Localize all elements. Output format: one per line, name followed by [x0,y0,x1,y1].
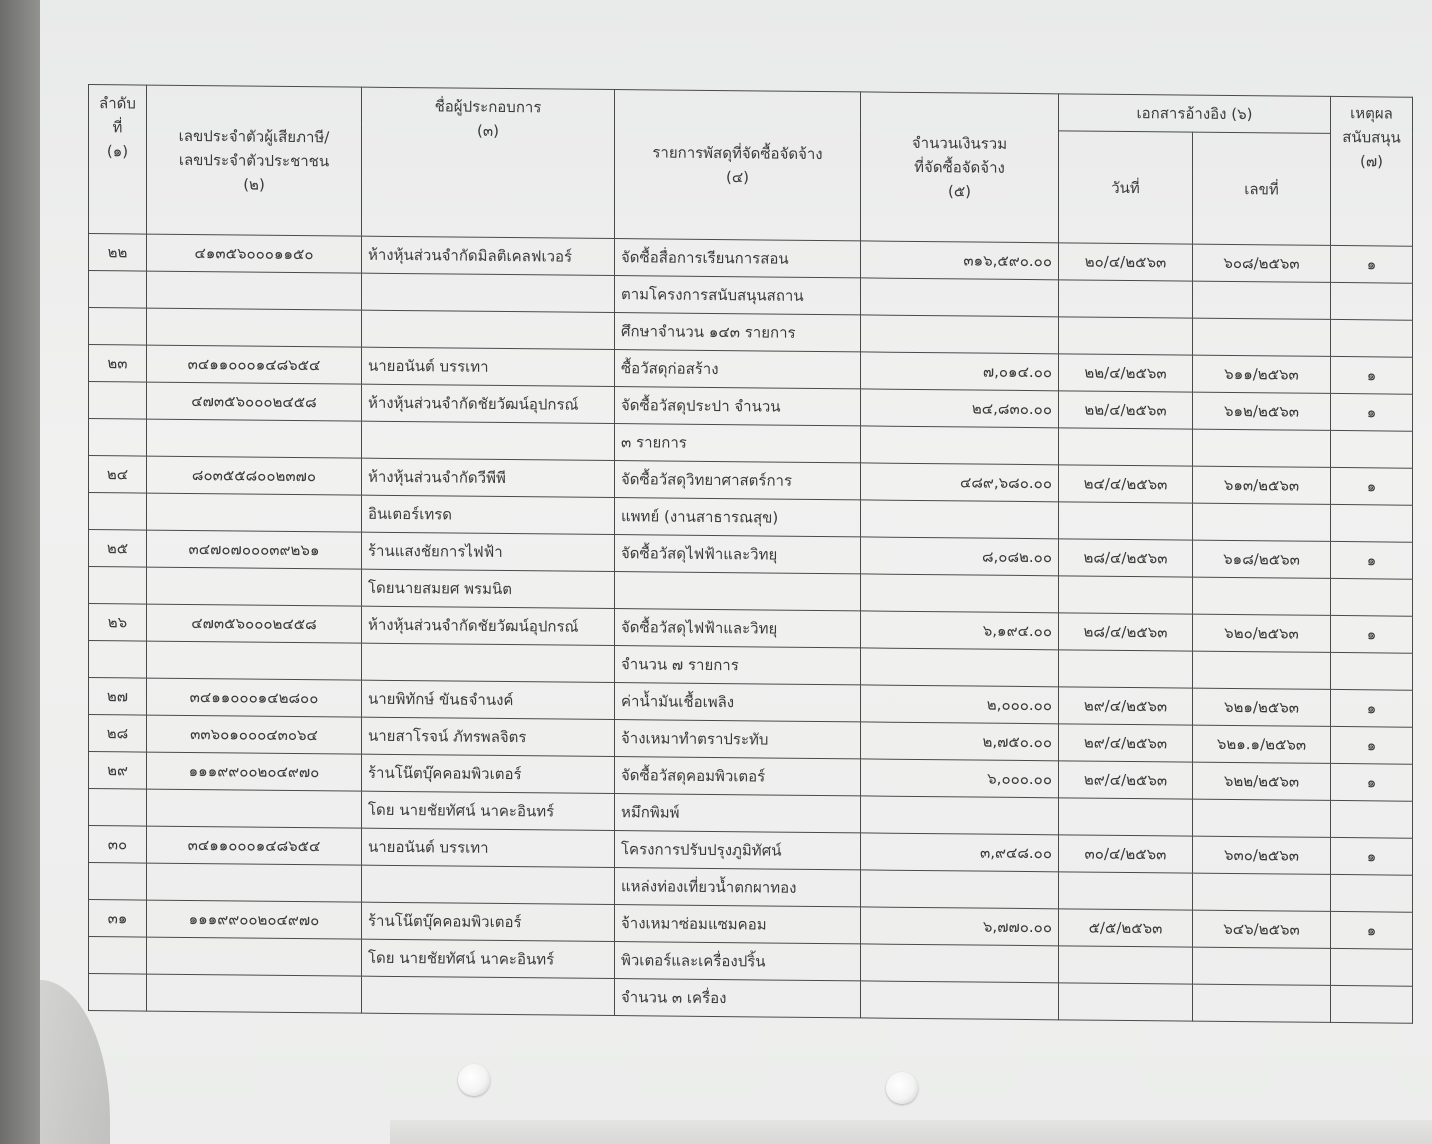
cell-doc-number: ๖๑๓/๒๕๖๓ [1193,466,1331,504]
cell-tax-id [147,419,362,458]
cell-item: หมึกพิมพ์ [615,794,861,833]
cell-date: ๒๙/๔/๒๕๖๓ [1059,761,1193,799]
cell-vendor [362,976,615,1015]
cell-date [1059,576,1193,614]
header-items: รายการพัสดุที่จัดซื้อจัดจ้าง (๔) [615,90,861,241]
cell-order: ๓๐ [89,826,147,864]
cell-reason [1331,430,1413,468]
cell-doc-number: ๖๔๖/๒๕๖๓ [1193,910,1331,948]
cell-tax-id: ๔๗๓๕๖๐๐๐๒๔๕๘ [147,382,362,421]
cell-date [1059,280,1193,318]
cell-doc-number: ๖๓๐/๒๕๖๓ [1193,836,1331,874]
cell-reason [1331,282,1413,320]
cell-date [1059,798,1193,836]
cell-tax-id [147,863,362,902]
cell-date [1059,502,1193,540]
cell-tax-id: ๑๑๑๙๙๐๐๒๐๔๙๗๐ [147,900,362,939]
cell-reason [1331,800,1413,838]
cell-amount [861,500,1059,539]
cell-tax-id: ๔๑๓๕๖๐๐๐๑๑๕๐ [147,234,362,273]
cell-amount: ๖,๐๐๐.๐๐ [861,759,1059,798]
header-vendor-name: ชื่อผู้ประกอบการ (๓) [362,87,615,238]
cell-amount: ๖,๗๗๐.๐๐ [861,907,1059,946]
cell-order [89,308,147,346]
cell-vendor [362,310,615,349]
cell-item: แพทย์ (งานสาธารณสุข) [615,498,861,537]
cell-item: ซื้อวัสดุก่อสร้าง [615,350,861,389]
cell-tax-id [147,271,362,310]
cell-tax-id: ๓๔๑๑๐๐๐๑๔๘๖๕๔ [147,826,362,865]
cell-tax-id [147,308,362,347]
cell-vendor [362,865,615,904]
cell-amount [861,278,1059,317]
punch-hole-right [886,1072,918,1104]
cell-item: ค่าน้ำมันเชื้อเพลิง [615,683,861,722]
cell-vendor: นายสาโรจน์ ภัทรพลจิตร [362,717,615,756]
cell-order [89,567,147,605]
cell-order: ๒๖ [89,604,147,642]
cell-amount [861,981,1059,1020]
cell-item: แหล่งท่องเที่ยวน้ำตกผาทอง [615,868,861,907]
cell-amount: ๗,๐๑๔.๐๐ [861,352,1059,391]
cell-vendor [362,421,615,460]
cell-date: ๒๙/๔/๒๕๖๓ [1059,687,1193,725]
cell-item: ศึกษาจำนวน ๑๔๓ รายการ [615,313,861,352]
cell-reason: ๑ [1331,467,1413,505]
cell-item: จัดซื้อวัสดุวิทยาศาสตร์การ [615,461,861,500]
cell-amount [861,870,1059,909]
header-order: ลำดับที่ (๑) [89,85,147,235]
cell-order [89,419,147,457]
cell-date [1059,317,1193,355]
cell-amount: ๒,๗๕๐.๐๐ [861,722,1059,761]
cell-tax-id [147,937,362,976]
cell-reason [1331,948,1413,986]
cell-doc-number [1193,281,1331,319]
cell-tax-id [147,789,362,828]
cell-item: จัดซื้อวัสดุประปา จำนวน [615,387,861,426]
header-amount: จำนวนเงินรวม ที่จัดซื้อจัดจ้าง (๕) [861,92,1059,243]
cell-reason: ๑ [1331,763,1413,801]
cell-order: ๒๗ [89,678,147,716]
cell-item: จำนวน ๗ รายการ [615,646,861,685]
cell-tax-id: ๓๔๑๑๐๐๐๑๔๘๖๕๔ [147,345,362,384]
header-reason: เหตุผล สนับสนุน (๗) [1331,96,1413,246]
cell-order: ๓๑ [89,900,147,938]
cell-tax-id [147,641,362,680]
cell-vendor: นายอนันต์ บรรเทา [362,828,615,867]
cell-doc-number: ๖๐๘/๒๕๖๓ [1193,244,1331,282]
cell-order: ๒๘ [89,715,147,753]
cell-vendor: ห้างหุ้นส่วนจำกัดวีพีพี [362,458,615,497]
cell-date: ๒๐/๔/๒๕๖๓ [1059,243,1193,281]
cell-date: ๒๘/๔/๒๕๖๓ [1059,539,1193,577]
page-bottom-edge [390,1120,1432,1144]
cell-amount: ๒๔,๘๓๐.๐๐ [861,389,1059,428]
cell-vendor: โดย นายชัยทัศน์ นาคะอินทร์ [362,939,615,978]
cell-amount: ๔๘๙,๖๘๐.๐๐ [861,463,1059,502]
cell-reason [1331,504,1413,542]
cell-vendor: ห้างหุ้นส่วนจำกัดชัยวัฒน์อุปกรณ์ [362,606,615,645]
cell-reason: ๑ [1331,393,1413,431]
cell-item: จ้างเหมาทำตราประทับ [615,720,861,759]
cell-vendor [362,643,615,682]
cell-reason: ๑ [1331,245,1413,283]
cell-vendor: อินเตอร์เทรด [362,495,615,534]
cell-amount [861,796,1059,835]
cell-tax-id: ๘๐๓๕๕๘๐๐๒๓๗๐ [147,456,362,495]
cell-date: ๒๙/๔/๒๕๖๓ [1059,724,1193,762]
cell-doc-number: ๖๑๑/๒๕๖๓ [1193,355,1331,393]
punch-hole-left [458,1064,490,1096]
cell-order [89,271,147,309]
cell-item: พิวเตอร์และเครื่องปริ้น [615,942,861,981]
cell-date: ๒๒/๔/๒๕๖๓ [1059,391,1193,429]
cell-doc-number [1193,429,1331,467]
cell-vendor: ร้านโน๊ตบุ๊คคอมพิวเตอร์ [362,754,615,793]
cell-doc-number [1193,947,1331,985]
cell-tax-id: ๑๑๑๙๙๐๐๒๐๔๙๗๐ [147,752,362,791]
cell-doc-number: ๖๒๐/๒๕๖๓ [1193,614,1331,652]
cell-reason: ๑ [1331,911,1413,949]
cell-vendor: โดยนายสมยศ พรมนิต [362,569,615,608]
cell-doc-number [1193,503,1331,541]
cell-reason [1331,985,1413,1023]
cell-reason: ๑ [1331,615,1413,653]
cell-item: จัดซื้อวัสดุคอมพิวเตอร์ [615,757,861,796]
cell-date [1059,650,1193,688]
cell-item: จัดซื้อสื่อการเรียนการสอน [615,239,861,278]
cell-reason: ๑ [1331,356,1413,394]
cell-vendor: นายอนันต์ บรรเทา [362,347,615,386]
cell-order [89,974,147,1012]
cell-reason: ๑ [1331,726,1413,764]
cell-item: จัดซื้อวัสดุไฟฟ้าและวิทยุ [615,609,861,648]
header-reference-docs: เอกสารอ้างอิง (๖) [1059,94,1331,134]
cell-reason [1331,652,1413,690]
cell-reason: ๑ [1331,837,1413,875]
cell-vendor: ร้านโน๊ตบุ๊คคอมพิวเตอร์ [362,902,615,941]
cell-doc-number: ๖๒๑.๑/๒๕๖๓ [1193,725,1331,763]
cell-order [89,789,147,827]
header-tax-id: เลขประจำตัวผู้เสียภาษี/ เลขประจำตัวประชาชน (๒) [147,85,362,236]
cell-item: จำนวน ๓ เครื่อง [615,979,861,1018]
cell-order [89,863,147,901]
cell-vendor: ห้างหุ้นส่วนจำกัดมิลติเคลฟเวอร์ [362,236,615,275]
cell-amount: ๓๑๖,๕๙๐.๐๐ [861,241,1059,280]
cell-order: ๒๓ [89,345,147,383]
cell-date: ๓๐/๔/๒๕๖๓ [1059,835,1193,873]
cell-tax-id: ๓๔๗๐๗๐๐๐๓๙๒๖๑ [147,530,362,569]
cell-doc-number [1193,799,1331,837]
cell-tax-id: ๓๔๑๑๐๐๐๑๔๒๘๐๐ [147,678,362,717]
cell-order: ๒๙ [89,752,147,790]
cell-order [89,641,147,679]
header-date: วันที่ [1059,131,1193,244]
cell-tax-id: ๓๓๖๐๑๐๐๐๔๓๐๖๔ [147,715,362,754]
cell-order [89,937,147,975]
cell-amount: ๓,๙๔๘.๐๐ [861,833,1059,872]
cell-date [1059,983,1193,1021]
cell-amount: ๖,๑๙๔.๐๐ [861,611,1059,650]
cell-amount [861,315,1059,354]
cell-item: จ้างเหมาซ่อมแซมคอม [615,905,861,944]
cell-date [1059,872,1193,910]
cell-item [615,572,861,611]
cell-amount [861,574,1059,613]
cell-order: ๒๕ [89,530,147,568]
cell-item: ตามโครงการสนับสนุนสถาน [615,276,861,315]
cell-vendor [362,273,615,312]
cell-date [1059,946,1193,984]
cell-vendor: ร้านแสงชัยการไฟฟ้า [362,532,615,571]
cell-doc-number [1193,873,1331,911]
cell-doc-number: ๖๒๑/๒๕๖๓ [1193,688,1331,726]
cell-tax-id: ๔๗๓๕๖๐๐๐๒๔๕๘ [147,604,362,643]
cell-reason: ๑ [1331,689,1413,727]
cell-item: จัดซื้อวัสดุไฟฟ้าและวิทยุ [615,535,861,574]
cell-amount [861,426,1059,465]
cell-order: ๒๒ [89,234,147,272]
cell-doc-number [1193,318,1331,356]
cell-tax-id [147,567,362,606]
cell-date [1059,428,1193,466]
cell-amount [861,648,1059,687]
cell-doc-number [1193,651,1331,689]
cell-tax-id [147,493,362,532]
cell-item: โครงการปรับปรุงภูมิทัศน์ [615,831,861,870]
cell-amount: ๒,๐๐๐.๐๐ [861,685,1059,724]
cell-doc-number [1193,577,1331,615]
cell-reason [1331,319,1413,357]
cell-order: ๒๔ [89,456,147,494]
cell-reason [1331,874,1413,912]
cell-vendor: ห้างหุ้นส่วนจำกัดชัยวัฒน์อุปกรณ์ [362,384,615,423]
cell-date: ๕/๕/๒๕๖๓ [1059,909,1193,947]
cell-vendor: นายพิทักษ์ ขันธจำนงค์ [362,680,615,719]
cell-doc-number [1193,984,1331,1022]
cell-date: ๒๘/๔/๒๕๖๓ [1059,613,1193,651]
cell-date: ๒๔/๔/๒๕๖๓ [1059,465,1193,503]
cell-reason: ๑ [1331,541,1413,579]
header-doc-number: เลขที่ [1193,132,1331,245]
cell-doc-number: ๖๑๒/๒๕๖๓ [1193,392,1331,430]
cell-item: ๓ รายการ [615,424,861,463]
cell-amount: ๘,๐๘๒.๐๐ [861,537,1059,576]
cell-reason [1331,578,1413,616]
cell-date: ๒๒/๔/๒๕๖๓ [1059,354,1193,392]
cell-amount [861,944,1059,983]
cell-order [89,493,147,531]
cell-order [89,382,147,420]
procurement-table [88,84,1413,1024]
cell-tax-id [147,974,362,1013]
cell-doc-number: ๖๑๘/๒๕๖๓ [1193,540,1331,578]
cell-vendor: โดย นายชัยทัศน์ นาคะอินทร์ [362,791,615,830]
cell-doc-number: ๖๒๒/๒๕๖๓ [1193,762,1331,800]
